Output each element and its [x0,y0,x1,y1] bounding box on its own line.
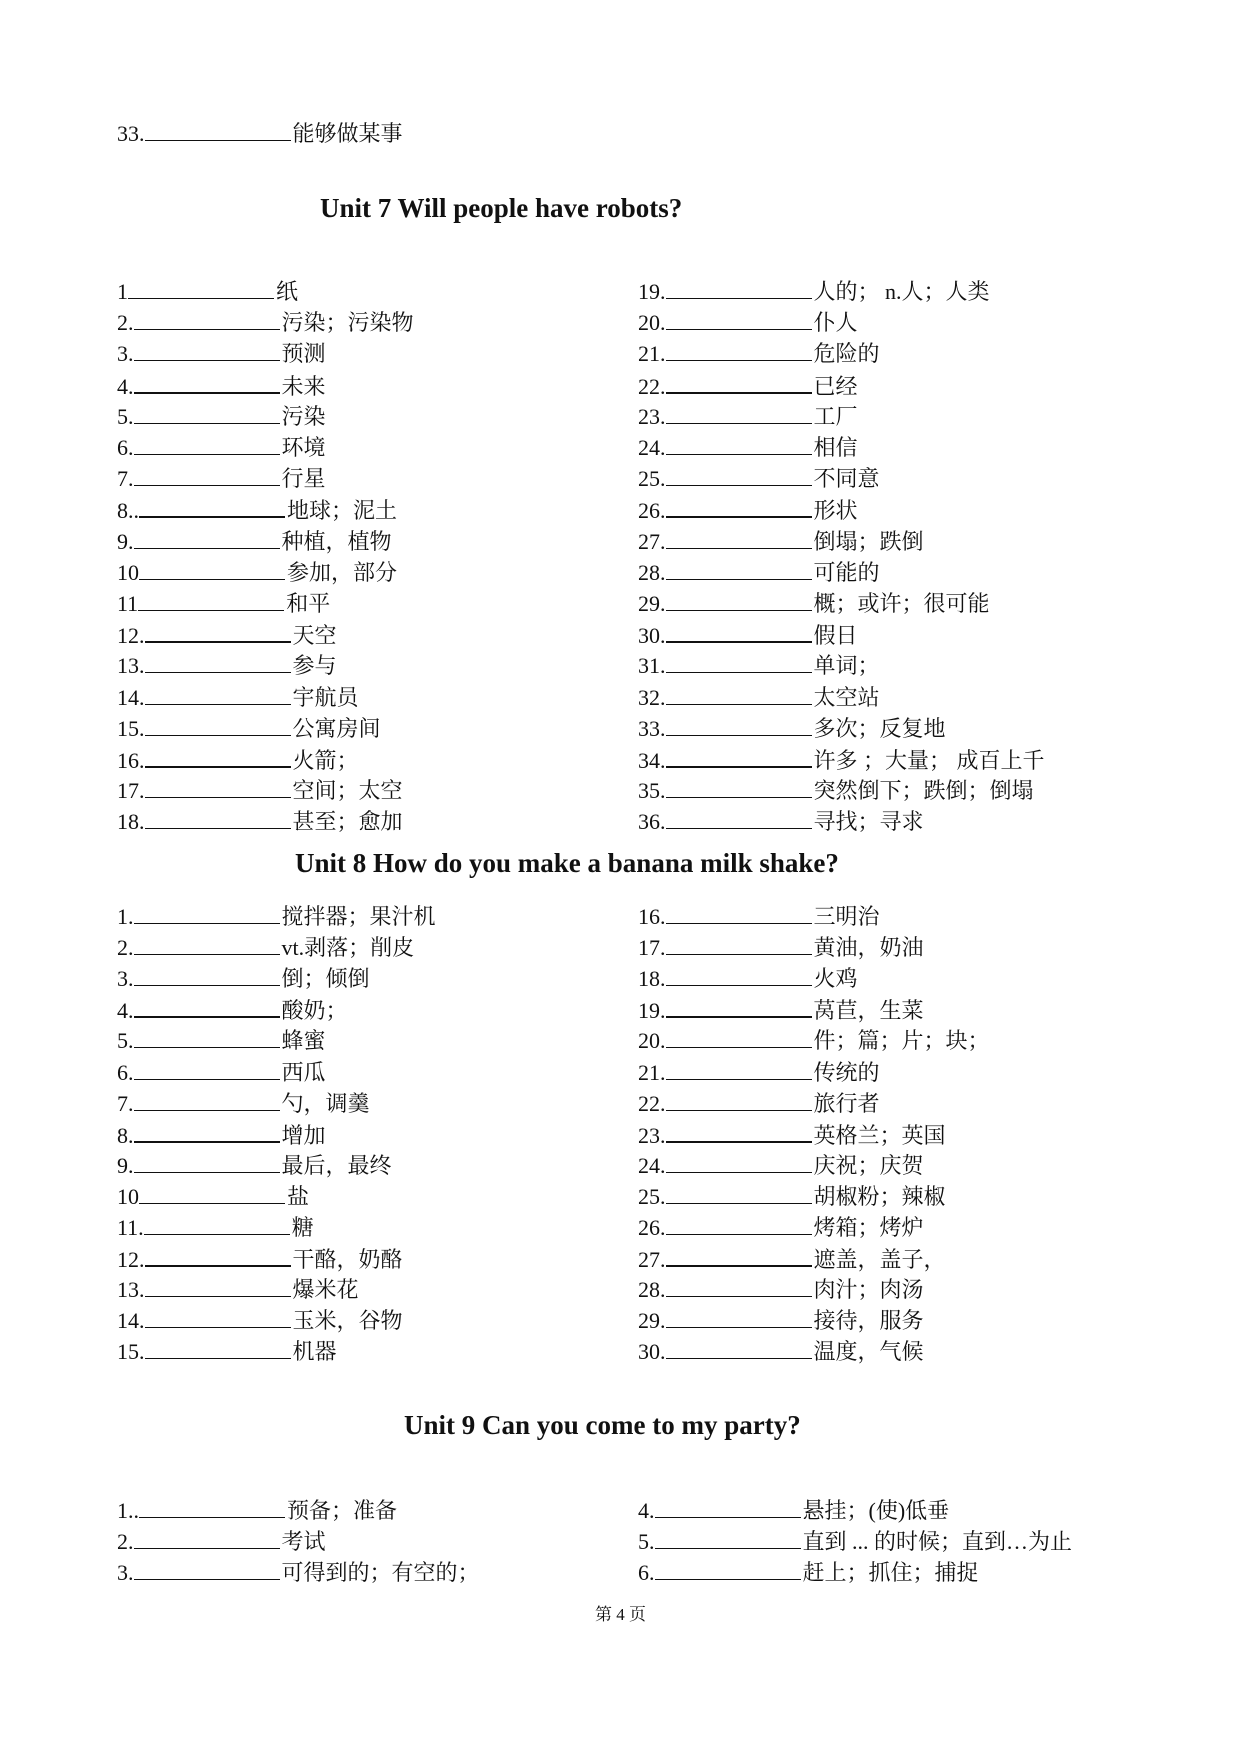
item-meaning: 倒塌；跌倒 [813,528,924,554]
answer-blank[interactable] [666,1338,812,1359]
item-meaning: 单词； [813,653,880,679]
item-meaning: 爆米花 [292,1277,359,1303]
vocab-item [117,996,348,1024]
vocab-item [638,590,990,617]
item-number: 34. [638,748,666,773]
answer-blank[interactable] [666,434,812,455]
item-number: 3. [117,966,134,992]
item-meaning: 温度，气候 [813,1339,924,1365]
item-meaning: 搅拌器；果汁机 [281,904,436,929]
item-number: 20. [638,1028,666,1054]
item-meaning: 相信 [813,435,858,460]
item-number: 16. [117,748,145,773]
item-meaning: 预测 [281,341,326,367]
item-number: 29. [638,1308,666,1334]
answer-blank[interactable] [666,934,812,955]
item-number: 24. [638,1152,666,1178]
item-meaning: 赶上；抓住；捕捉 [802,1560,979,1585]
answer-blank[interactable] [145,715,291,736]
vocab-item [117,715,381,742]
answer-blank[interactable] [138,590,284,611]
item-number: 23. [638,1122,666,1148]
item-meaning: 工厂 [813,403,858,429]
answer-blank[interactable] [666,746,812,768]
item-number: 35. [638,778,666,804]
answer-blank[interactable] [144,1214,290,1235]
item-meaning: 蜂蜜 [281,1028,326,1054]
unit8-title: Unit 8 How do you make a banana milk shake? [295,848,839,878]
vocab-item [638,528,924,555]
item-meaning: 传统的 [813,1059,880,1085]
answer-blank[interactable] [666,684,812,705]
item-number: 3. [117,1560,134,1585]
item-meaning: 悬挂；(使)低垂 [802,1498,950,1523]
item-number: 17. [638,935,666,961]
item-number: 8. [117,1122,134,1148]
item-number: 6. [117,435,134,460]
item-meaning: 火箭； [292,748,359,773]
answer-blank[interactable] [145,1276,291,1297]
item-number: 27. [638,1247,666,1273]
item-number: 3. [117,341,134,367]
vocab-item [117,559,397,586]
answer-blank[interactable] [134,1152,280,1173]
answer-blank[interactable] [134,1059,280,1080]
item-meaning: 环境 [281,435,326,460]
unit9-title: Unit 9 Can you come to my party? [404,1410,801,1440]
item-meaning: 污染 [281,403,326,429]
item-meaning: 污染；污染物 [281,310,414,336]
answer-blank[interactable] [139,1497,285,1518]
answer-blank[interactable] [666,465,812,486]
item-number: 9. [117,1152,134,1178]
answer-blank[interactable] [666,1276,812,1297]
item-number: 26. [638,498,666,524]
vocab-item [117,1152,392,1179]
answer-blank[interactable] [666,996,812,1018]
item-meaning: 许多 ；大量； 成百上千 [813,748,1045,773]
item-meaning: 未来 [281,373,326,399]
item-number: 26. [638,1215,666,1240]
vocab-item [117,372,326,400]
item-meaning: 仆人 [813,310,858,336]
item-meaning: 玉米，谷物 [292,1308,403,1334]
item-number: 36. [638,809,666,835]
answer-blank[interactable] [134,372,280,394]
vocab-item [117,309,414,336]
item-meaning: 太空站 [813,684,880,710]
item-meaning: 莴苣，生菜 [813,998,924,1024]
answer-blank[interactable] [666,652,812,673]
item-meaning: 概；或许；很可能 [813,591,990,616]
item-meaning: 可得到的；有空的； [281,1560,480,1585]
item-meaning: 黄油，奶油 [813,935,924,961]
item-meaning: 行星 [281,466,326,492]
item-number: 29. [638,591,666,616]
vocab-item [638,1276,924,1303]
item-meaning: vt.剥落；削皮 [281,935,415,961]
item-number: 7. [117,466,134,492]
vocab-item [638,1497,949,1524]
vocab-item [117,621,337,649]
item-number: 12. [117,623,145,649]
answer-blank[interactable] [666,559,812,580]
item-number: 10 [117,559,139,585]
answer-blank[interactable] [134,528,280,549]
vocab-item [638,715,946,742]
vocab-item [638,309,858,336]
vocab-item [638,903,880,930]
item-number: 13. [117,653,145,679]
item-meaning: 形状 [813,498,858,524]
vocab-item [638,496,858,524]
answer-blank[interactable] [666,1152,812,1173]
vocab-item [117,1276,359,1303]
answer-blank[interactable] [666,621,812,643]
item-meaning: 公寓房间 [292,715,381,741]
item-meaning: 庆祝；庆贺 [813,1152,924,1178]
answer-blank[interactable] [139,496,285,518]
item-meaning: 烤箱；烤炉 [813,1215,924,1240]
item-number: 23. [638,403,666,429]
vocab-item [117,965,370,992]
item-number: 18. [638,966,666,992]
answer-blank[interactable] [134,996,280,1018]
item-number: 27. [638,528,666,554]
answer-blank[interactable] [666,1183,812,1204]
item-meaning: 胡椒粉；辣椒 [813,1183,946,1209]
answer-blank[interactable] [145,1245,291,1267]
item-number: 2. [117,310,134,336]
item-meaning: 已经 [813,373,858,399]
vocab-item [117,590,330,617]
item-meaning: 参加，部分 [287,559,398,585]
answer-blank[interactable] [666,1027,812,1048]
item-number: 17. [117,778,145,804]
item-meaning: 纸 [276,279,299,304]
answer-blank[interactable] [666,715,812,736]
answer-blank[interactable] [139,559,285,580]
item-number: 2. [117,935,134,961]
answer-blank[interactable] [134,1559,280,1580]
item-meaning: 人的； n.人；人类 [813,279,990,304]
item-number: 22. [638,1090,666,1116]
item-number: 10 [117,1183,139,1209]
vocab-item [117,1528,326,1555]
vocab-item [638,434,858,461]
item-number: 1.. [117,1498,139,1523]
answer-blank[interactable] [134,934,280,955]
item-number: 14. [117,1308,145,1334]
answer-blank[interactable] [666,403,812,424]
answer-blank[interactable] [666,903,812,924]
item-meaning: 火鸡 [813,966,858,992]
vocab-item [117,1121,326,1149]
vocab-item [638,621,858,649]
answer-blank[interactable] [134,1090,280,1111]
answer-blank[interactable] [666,1245,812,1267]
item-meaning: 倒；倾倒 [281,966,370,992]
item-number: 30. [638,623,666,649]
vocab-item [117,1559,480,1586]
answer-blank[interactable] [145,621,291,643]
vocab-item [117,1245,403,1273]
item-number: 33. [638,715,666,741]
item-number: 20. [638,310,666,336]
vocab-item [638,1214,924,1241]
item-meaning: 增加 [281,1122,326,1148]
item-meaning: 酸奶； [281,998,348,1024]
item-number: 6. [117,1059,134,1085]
item-meaning: 和平 [286,591,331,616]
item-meaning: 直到 ... 的时候；直到…为止 [802,1529,1073,1554]
item-number: 25. [638,466,666,492]
vocab-item [117,903,436,930]
vocab-item [117,120,403,147]
item-number: 5. [117,403,134,429]
vocab-item [638,746,1045,774]
vocab-item [638,1059,880,1086]
item-number: 21. [638,1059,666,1085]
answer-blank[interactable] [666,1059,812,1080]
answer-blank[interactable] [134,340,280,361]
item-number: 11. [117,1215,144,1240]
answer-blank[interactable] [666,278,812,299]
answer-blank[interactable] [666,1214,812,1235]
item-number: 2. [117,1529,134,1554]
item-number: 24. [638,435,666,460]
answer-blank[interactable] [666,340,812,361]
answer-blank[interactable] [666,1090,812,1111]
item-number: 1 [117,279,128,304]
item-meaning: 地球；泥土 [287,498,398,524]
vocab-item [117,684,359,711]
item-number: 33. [117,121,145,146]
answer-blank[interactable] [666,777,812,798]
item-number: 4. [117,998,134,1024]
item-meaning: 能够做某事 [292,121,403,146]
item-meaning: 最后，最终 [281,1152,392,1178]
vocab-item [638,340,880,367]
vocab-item [117,934,414,961]
item-meaning: 勺，调羹 [281,1090,370,1116]
item-number: 4. [117,373,134,399]
vocab-item [117,496,397,524]
item-meaning: 预备；准备 [287,1498,398,1523]
item-number: 14. [117,684,145,710]
vocab-item [117,1307,403,1334]
item-number: 5. [117,1028,134,1054]
vocab-item [638,1152,924,1179]
item-meaning: 英格兰；英国 [813,1122,946,1148]
item-meaning: 糖 [291,1215,314,1240]
vocab-item [638,996,924,1024]
item-number: 13. [117,1277,145,1303]
vocab-item [638,1559,979,1586]
vocab-item [638,1090,880,1117]
item-number: 28. [638,1277,666,1303]
vocab-item [638,684,880,711]
item-meaning: 不同意 [813,466,880,492]
vocab-item [117,1090,370,1117]
answer-blank[interactable] [128,278,274,299]
item-meaning: 三明治 [813,904,880,929]
vocab-item [638,1245,946,1273]
vocab-item [117,403,326,430]
answer-blank[interactable] [145,684,291,705]
answer-blank[interactable] [666,496,812,518]
answer-blank[interactable] [666,590,812,611]
item-number: 11 [117,591,139,616]
vocab-item [638,403,858,430]
item-meaning: 机器 [292,1339,337,1365]
vocab-item [638,559,880,586]
vocab-item [117,1059,326,1086]
vocab-item [117,1497,397,1524]
answer-blank[interactable] [666,309,812,330]
item-number: 15. [117,715,145,741]
item-number: 32. [638,684,666,710]
answer-blank[interactable] [145,777,291,798]
answer-blank[interactable] [655,1559,801,1580]
answer-blank[interactable] [666,1307,812,1328]
item-number: 4. [638,1498,655,1523]
item-meaning: 肉汁；肉汤 [813,1277,924,1303]
item-number: 1. [117,904,134,929]
vocab-item [638,1183,946,1210]
answer-blank[interactable] [145,652,291,673]
item-meaning: 件；篇；片；块； [813,1028,990,1054]
vocab-item [638,934,924,961]
answer-blank[interactable] [134,1528,280,1549]
item-meaning: 宇航员 [292,684,359,710]
vocab-item [638,372,858,400]
answer-blank[interactable] [655,1497,801,1518]
answer-blank[interactable] [666,372,812,394]
item-meaning: 可能的 [813,559,880,585]
item-meaning: 天空 [292,623,337,649]
vocab-item [117,652,337,679]
answer-blank[interactable] [655,1528,801,1549]
vocab-item [638,1027,990,1054]
vocab-item [117,465,326,492]
page-number: 第 4 页 [595,1605,646,1624]
answer-blank[interactable] [666,965,812,986]
item-number: 19. [638,279,666,304]
answer-blank[interactable] [145,746,291,768]
item-meaning: 多次；反复地 [813,715,946,741]
vocab-item [117,777,403,804]
answer-blank[interactable] [134,1027,280,1048]
answer-blank[interactable] [145,1307,291,1328]
item-meaning: 空间；太空 [292,778,403,804]
item-number: 5. [638,1529,655,1554]
vocab-item [117,434,326,461]
vocab-item [638,1307,924,1334]
item-number: 8.. [117,498,139,524]
answer-blank[interactable] [134,903,280,924]
answer-blank[interactable] [145,120,291,141]
item-meaning: 参与 [292,653,337,679]
answer-blank[interactable] [666,1121,812,1143]
item-number: 9. [117,528,134,554]
vocab-item [638,777,1034,804]
vocab-item [117,1183,309,1210]
item-number: 30. [638,1339,666,1365]
vocab-item [638,808,924,835]
answer-blank[interactable] [134,434,280,455]
item-meaning: 西瓜 [281,1059,326,1085]
item-meaning: 假日 [813,623,858,649]
vocab-item [638,1121,946,1149]
item-number: 21. [638,341,666,367]
item-number: 16. [638,904,666,929]
item-number: 15. [117,1339,145,1365]
vocab-item [117,528,392,555]
item-meaning: 干酪，奶酪 [292,1247,403,1273]
item-meaning: 遮盖，盖子， [813,1247,946,1273]
vocab-item [638,465,880,492]
answer-blank[interactable] [666,808,812,829]
vocab-item [117,746,359,774]
item-number: 22. [638,373,666,399]
answer-blank[interactable] [134,403,280,424]
item-meaning: 旅行者 [813,1090,880,1116]
item-meaning: 接待，服务 [813,1308,924,1334]
vocab-item [117,340,326,367]
vocab-item [117,1338,337,1365]
item-number: 12. [117,1247,145,1273]
answer-blank[interactable] [134,465,280,486]
item-number: 7. [117,1090,134,1116]
item-number: 19. [638,998,666,1024]
answer-blank[interactable] [134,1121,280,1143]
answer-blank[interactable] [145,1338,291,1359]
answer-blank[interactable] [134,965,280,986]
item-meaning: 寻找；寻求 [813,809,924,835]
vocab-item [638,652,880,679]
item-meaning: 考试 [281,1529,326,1554]
item-number: 25. [638,1183,666,1209]
item-meaning: 危险的 [813,341,880,367]
vocab-item [117,278,298,305]
item-meaning: 突然倒下；跌倒；倒塌 [813,778,1034,804]
item-meaning: 盐 [287,1183,310,1209]
item-number: 28. [638,559,666,585]
item-meaning: 种植，植物 [281,528,392,554]
item-number: 18. [117,809,145,835]
item-number: 6. [638,1560,655,1585]
answer-blank[interactable] [145,808,291,829]
vocab-item [638,278,990,305]
vocab-item [117,1027,326,1054]
item-meaning: 甚至；愈加 [292,809,403,835]
vocab-item [117,808,403,835]
unit7-title: Unit 7 Will people have robots? [320,193,683,223]
item-number: 31. [638,653,666,679]
answer-blank[interactable] [139,1183,285,1204]
answer-blank[interactable] [666,528,812,549]
vocab-item [638,965,858,992]
answer-blank[interactable] [134,309,280,330]
vocab-item [638,1338,924,1365]
vocab-item [638,1528,1072,1555]
vocab-item [117,1214,314,1241]
